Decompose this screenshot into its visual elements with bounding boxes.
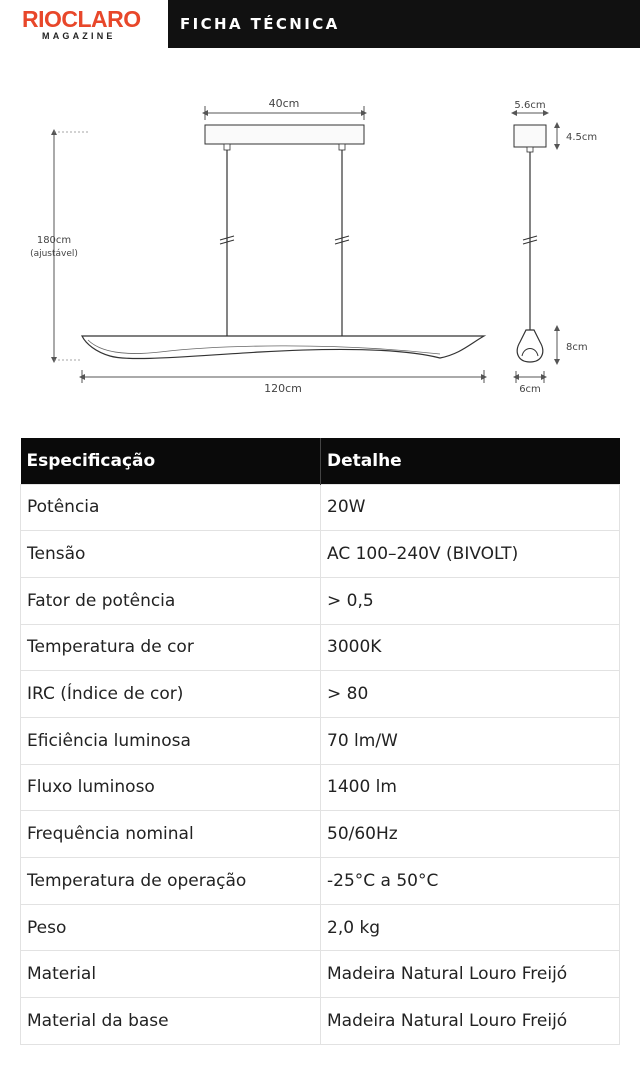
table-row (21, 531, 620, 578)
table-row (21, 811, 620, 858)
spec-value: 2,0 kg (321, 904, 620, 951)
side-shade (517, 330, 543, 362)
spec-value: > 0,5 (321, 577, 620, 624)
technical-drawing (0, 86, 640, 406)
spec-name: Fluxo luminoso (21, 764, 321, 811)
logo-subtitle: MAGAZINE (42, 31, 116, 41)
spec-name: Peso (21, 904, 321, 951)
logo-wordmark: RIOCLARO (22, 6, 141, 32)
spec-table (20, 438, 620, 1045)
spec-name: Temperatura de cor (21, 624, 321, 671)
table-row (21, 904, 620, 951)
spec-name: Eficiência luminosa (21, 717, 321, 764)
brand-logo[interactable] (0, 0, 168, 48)
spec-name: Potência (21, 484, 321, 531)
spec-value: 70 lm/W (321, 717, 620, 764)
spec-value: AC 100–240V (BIVOLT) (321, 531, 620, 578)
spec-value: 20W (321, 484, 620, 531)
ceiling-canopy (205, 125, 364, 144)
table-row (21, 764, 620, 811)
column-header-spec: Especificação (21, 438, 321, 484)
table-row (21, 624, 620, 671)
side-canopy (514, 125, 546, 147)
spec-value: 3000K (321, 624, 620, 671)
side-base-height-label: 4.5cm (566, 132, 598, 143)
title-bar (168, 0, 640, 48)
side-base-width-label: 5.6cm (514, 100, 546, 111)
side-shade-height-label: 8cm (566, 342, 588, 353)
table-row (21, 717, 620, 764)
lamp-dimension-diagram (0, 86, 640, 406)
spec-value: 50/60Hz (321, 811, 620, 858)
header (0, 0, 640, 48)
lamp-bar (82, 336, 484, 359)
height-note: (ajustável) (30, 249, 78, 259)
spec-value: Madeira Natural Louro Freijó (321, 998, 620, 1045)
spec-name: Material (21, 951, 321, 998)
base-width-label: 40cm (268, 97, 300, 110)
spec-name: Tensão (21, 531, 321, 578)
side-shade-width-label: 6cm (519, 384, 541, 395)
spec-name: Temperatura de operação (21, 858, 321, 905)
table-row (21, 858, 620, 905)
table-row (21, 484, 620, 531)
table-row (21, 671, 620, 718)
table-row (21, 577, 620, 624)
length-label: 120cm (264, 382, 302, 395)
spec-name: IRC (Índice de cor) (21, 671, 321, 718)
spec-value: Madeira Natural Louro Freijó (321, 951, 620, 998)
page-title: FICHA TÉCNICA (180, 15, 340, 33)
spec-name: Material da base (21, 998, 321, 1045)
table-row (21, 998, 620, 1045)
spec-value: > 80 (321, 671, 620, 718)
spec-value: 1400 lm (321, 764, 620, 811)
table-row (21, 951, 620, 998)
spec-name: Frequência nominal (21, 811, 321, 858)
spec-value: -25°C a 50°C (321, 858, 620, 905)
column-header-detail: Detalhe (321, 438, 620, 484)
height-label: 180cm (36, 235, 72, 246)
spec-name: Fator de potência (21, 577, 321, 624)
table-header-row (21, 438, 620, 484)
